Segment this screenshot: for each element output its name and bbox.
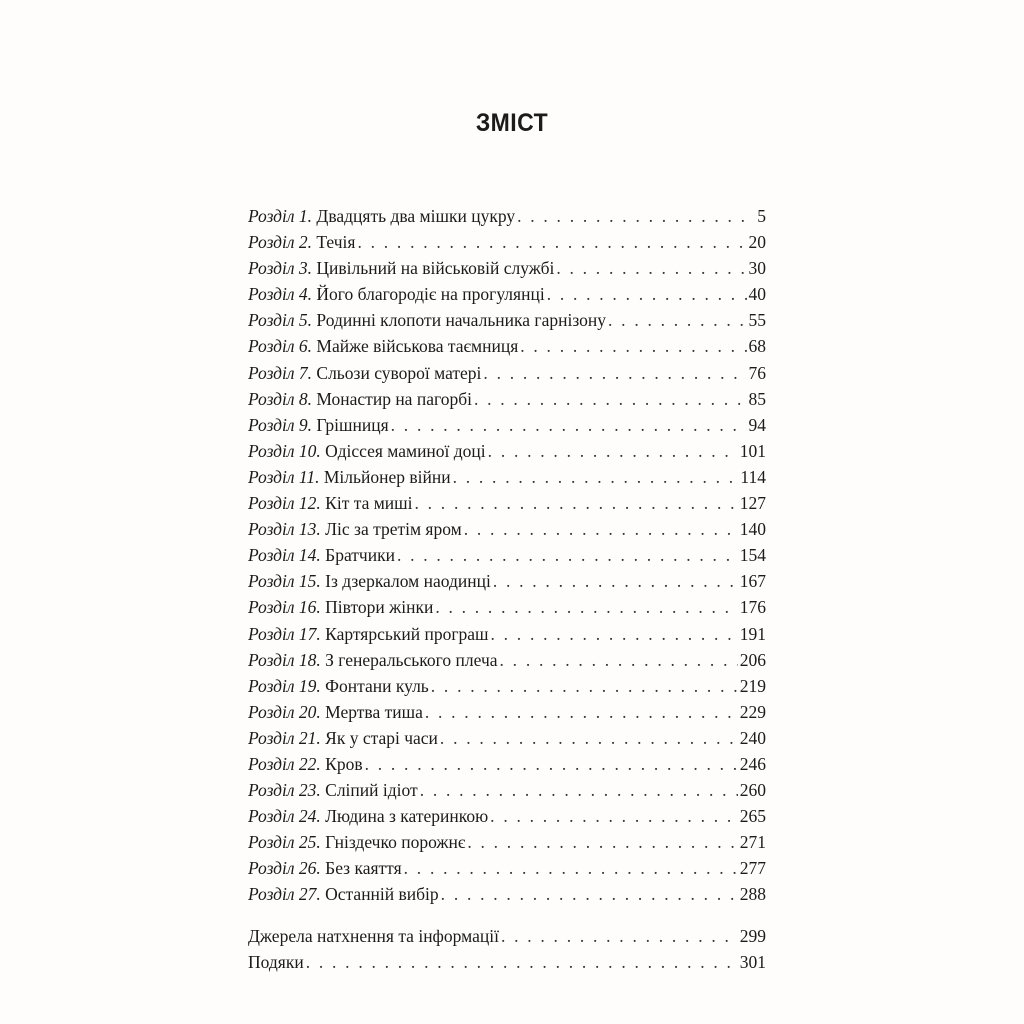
page-number: 271 xyxy=(739,832,766,853)
chapter-prefix: Розділ 4. xyxy=(248,284,313,305)
page-number: 299 xyxy=(739,925,766,946)
chapter-prefix: Розділ 22. xyxy=(248,753,321,774)
toc-entry xyxy=(248,490,766,516)
toc-entry xyxy=(248,855,766,881)
toc-entry xyxy=(248,594,766,620)
chapter-title: Мільйонер війни xyxy=(323,466,451,487)
toc-entry xyxy=(248,255,766,281)
chapter-title: Мертва тиша xyxy=(325,701,423,722)
chapter-title: Кіт та миші xyxy=(325,493,413,514)
toc-entry-label xyxy=(248,829,465,855)
toc-entry xyxy=(248,203,766,229)
page-number: 5 xyxy=(757,206,766,226)
toc-entry xyxy=(248,725,766,751)
chapter-prefix: Розділ 17. xyxy=(248,623,321,644)
toc-extra-entry xyxy=(248,949,766,975)
toc-entry-label xyxy=(248,542,395,568)
toc-entry xyxy=(248,438,766,464)
toc-entry-label xyxy=(248,621,489,647)
page-number: 85 xyxy=(748,388,766,409)
dot-leader xyxy=(453,464,739,490)
dot-leader xyxy=(500,647,738,673)
chapter-prefix: Розділ 10. xyxy=(248,440,321,461)
page-number: 154 xyxy=(739,545,766,566)
dot-leader xyxy=(425,699,738,725)
chapter-prefix: Розділ 16. xyxy=(248,597,321,618)
toc-entry xyxy=(248,412,766,438)
chapter-title: Людина з катеринкою xyxy=(325,806,489,827)
dot-leader xyxy=(365,751,738,777)
page-number: 40 xyxy=(748,284,766,305)
chapter-title: Із дзеркалом наодинці xyxy=(325,571,491,592)
chapter-prefix: Розділ 13. xyxy=(248,519,321,540)
toc-entry xyxy=(248,751,766,777)
toc-entry xyxy=(248,621,766,647)
chapter-title: Ліс за третім яром xyxy=(325,519,462,540)
dot-leader xyxy=(404,855,738,881)
extra-title: Подяки xyxy=(248,951,304,972)
chapter-prefix: Розділ 19. xyxy=(248,675,321,696)
dot-leader xyxy=(483,360,746,386)
toc-entry-label xyxy=(248,464,451,490)
chapter-prefix: Розділ 14. xyxy=(248,545,321,566)
dot-leader xyxy=(491,621,738,647)
toc-entry xyxy=(248,542,766,568)
page-number: 288 xyxy=(739,884,766,905)
dot-leader xyxy=(517,203,755,229)
chapter-prefix: Розділ 27. xyxy=(248,884,321,905)
toc-entry-label xyxy=(248,568,491,594)
chapter-prefix: Розділ 15. xyxy=(248,571,321,592)
chapter-title: Монастир на пагорбі xyxy=(316,388,472,409)
chapter-title: Течія xyxy=(316,232,356,253)
toc-entry xyxy=(248,464,766,490)
toc-entry-label xyxy=(248,777,418,803)
chapter-title: Його благородіє на прогулянці xyxy=(316,284,545,305)
chapter-title: Грішниця xyxy=(316,414,389,435)
toc-entry xyxy=(248,647,766,673)
page-number: 68 xyxy=(748,336,766,357)
toc-entry-label xyxy=(248,647,498,673)
chapter-prefix: Розділ 20. xyxy=(248,701,321,722)
toc-entry xyxy=(248,881,766,907)
chapter-prefix: Розділ 11. xyxy=(248,466,320,487)
page-number: 30 xyxy=(748,258,766,279)
toc-entry xyxy=(248,516,766,542)
toc-entry-label xyxy=(248,516,462,542)
toc-entry xyxy=(248,333,766,359)
dot-leader xyxy=(556,255,746,281)
chapter-title: Двадцять два мішки цукру xyxy=(316,206,516,226)
page-number: 114 xyxy=(740,466,766,487)
toc-entry xyxy=(248,386,766,412)
chapter-title: Сльози суворої матері xyxy=(316,362,482,383)
toc-entry xyxy=(248,803,766,829)
chapter-title: Фонтани куль xyxy=(325,675,429,696)
page-number: 176 xyxy=(739,597,766,618)
chapter-title: Родинні клопоти начальника гарнізону xyxy=(316,310,607,331)
page-number: 167 xyxy=(739,571,766,592)
dot-leader xyxy=(547,281,747,307)
page-number: 140 xyxy=(739,519,766,540)
page-title: ЗМІСТ xyxy=(475,109,549,137)
toc-entry-label xyxy=(248,881,439,907)
chapter-prefix: Розділ 24. xyxy=(248,806,321,827)
toc-entry xyxy=(248,699,766,725)
chapter-title: Майже військова таємниця xyxy=(316,336,519,357)
page-number: 127 xyxy=(739,493,766,514)
chapter-prefix: Розділ 3. xyxy=(248,258,313,279)
chapter-prefix: Розділ 7. xyxy=(248,362,313,383)
page-number: 76 xyxy=(748,362,766,383)
chapter-prefix: Розділ 1. xyxy=(248,206,313,226)
toc-entry-label xyxy=(248,438,486,464)
page-number: 20 xyxy=(748,232,766,253)
page-number: 265 xyxy=(739,806,766,827)
page-number: 301 xyxy=(739,951,766,972)
chapter-prefix: Розділ 12. xyxy=(248,493,321,514)
chapter-title: Сліпий ідіот xyxy=(325,780,418,801)
toc-entry-label xyxy=(248,281,545,307)
chapter-prefix: Розділ 23. xyxy=(248,780,321,801)
toc-entry-label xyxy=(248,855,402,881)
toc-entry-label xyxy=(248,725,438,751)
toc-entry-label xyxy=(248,229,355,255)
toc-entry xyxy=(248,360,766,386)
toc-entry-label xyxy=(248,307,606,333)
dot-leader xyxy=(397,542,738,568)
dot-leader xyxy=(490,803,738,829)
chapter-title: Одіссея маминої доці xyxy=(325,440,486,461)
chapter-prefix: Розділ 5. xyxy=(248,310,313,331)
page-number: 55 xyxy=(748,310,766,331)
dot-leader xyxy=(420,777,738,803)
toc-entry-label xyxy=(248,333,518,359)
toc-entry-label xyxy=(248,699,423,725)
chapter-title: Цивільний на військовій службі xyxy=(316,258,555,279)
chapter-prefix: Розділ 25. xyxy=(248,832,321,853)
chapter-title: Півтори жінки xyxy=(325,597,434,618)
toc-entry xyxy=(248,777,766,803)
chapter-title: Як у старі часи xyxy=(325,727,438,748)
toc-entry-label xyxy=(248,751,363,777)
toc-entry xyxy=(248,829,766,855)
toc-entry xyxy=(248,229,766,255)
dot-leader xyxy=(474,386,747,412)
chapter-title: Братчики xyxy=(325,545,395,566)
chapter-prefix: Розділ 21. xyxy=(248,727,321,748)
chapter-prefix: Розділ 6. xyxy=(248,336,313,357)
page-number: 229 xyxy=(739,701,766,722)
dot-leader xyxy=(391,412,747,438)
toc-entry-label xyxy=(248,803,488,829)
chapter-prefix: Розділ 18. xyxy=(248,649,321,670)
chapter-prefix: Розділ 8. xyxy=(248,388,313,409)
page-number: 277 xyxy=(739,858,766,879)
dot-leader xyxy=(488,438,738,464)
toc-entry-label xyxy=(248,360,481,386)
dot-leader xyxy=(520,333,746,359)
chapter-title: Без каяття xyxy=(325,858,402,879)
dot-leader xyxy=(464,516,738,542)
chapter-title: Картярський програш xyxy=(325,623,489,644)
chapter-title: З генеральського плеча xyxy=(325,649,498,670)
page-number: 206 xyxy=(739,649,766,670)
toc-entry-label xyxy=(248,203,515,229)
dot-leader xyxy=(415,490,738,516)
toc-extra-entry xyxy=(248,923,766,949)
extra-title: Джерела натхнення та інформації xyxy=(248,925,499,946)
page-number: 246 xyxy=(739,753,766,774)
dot-leader xyxy=(440,725,738,751)
dot-leader xyxy=(501,923,738,949)
chapter-prefix: Розділ 26. xyxy=(248,858,321,879)
toc-entry-label xyxy=(248,490,413,516)
chapter-prefix: Розділ 9. xyxy=(248,414,313,435)
dot-leader xyxy=(467,829,737,855)
toc-entry-label xyxy=(248,255,554,281)
dot-leader xyxy=(435,594,737,620)
dot-leader xyxy=(431,673,738,699)
dot-leader xyxy=(493,568,738,594)
dot-leader xyxy=(608,307,746,333)
toc-entry xyxy=(248,568,766,594)
chapter-title: Кров xyxy=(325,753,363,774)
toc-entry-label xyxy=(248,386,472,412)
page-number: 260 xyxy=(739,780,766,801)
chapter-prefix: Розділ 2. xyxy=(248,232,313,253)
page-number: 219 xyxy=(739,675,766,696)
chapter-title: Гніздечко порожнє xyxy=(325,832,466,853)
page-number: 240 xyxy=(739,727,766,748)
toc-entry-label xyxy=(248,673,429,699)
toc-entry xyxy=(248,281,766,307)
chapter-title: Останній вибір xyxy=(325,884,439,905)
page-number: 94 xyxy=(748,414,766,435)
dot-leader xyxy=(441,881,738,907)
toc-entry xyxy=(248,307,766,333)
toc-entry-label xyxy=(248,412,389,438)
page-number: 191 xyxy=(739,623,766,644)
page-number: 101 xyxy=(739,440,766,461)
dot-leader xyxy=(357,229,746,255)
toc-entry xyxy=(248,673,766,699)
toc-entry-label xyxy=(248,594,433,620)
table-of-contents xyxy=(248,203,766,975)
dot-leader xyxy=(306,949,738,975)
